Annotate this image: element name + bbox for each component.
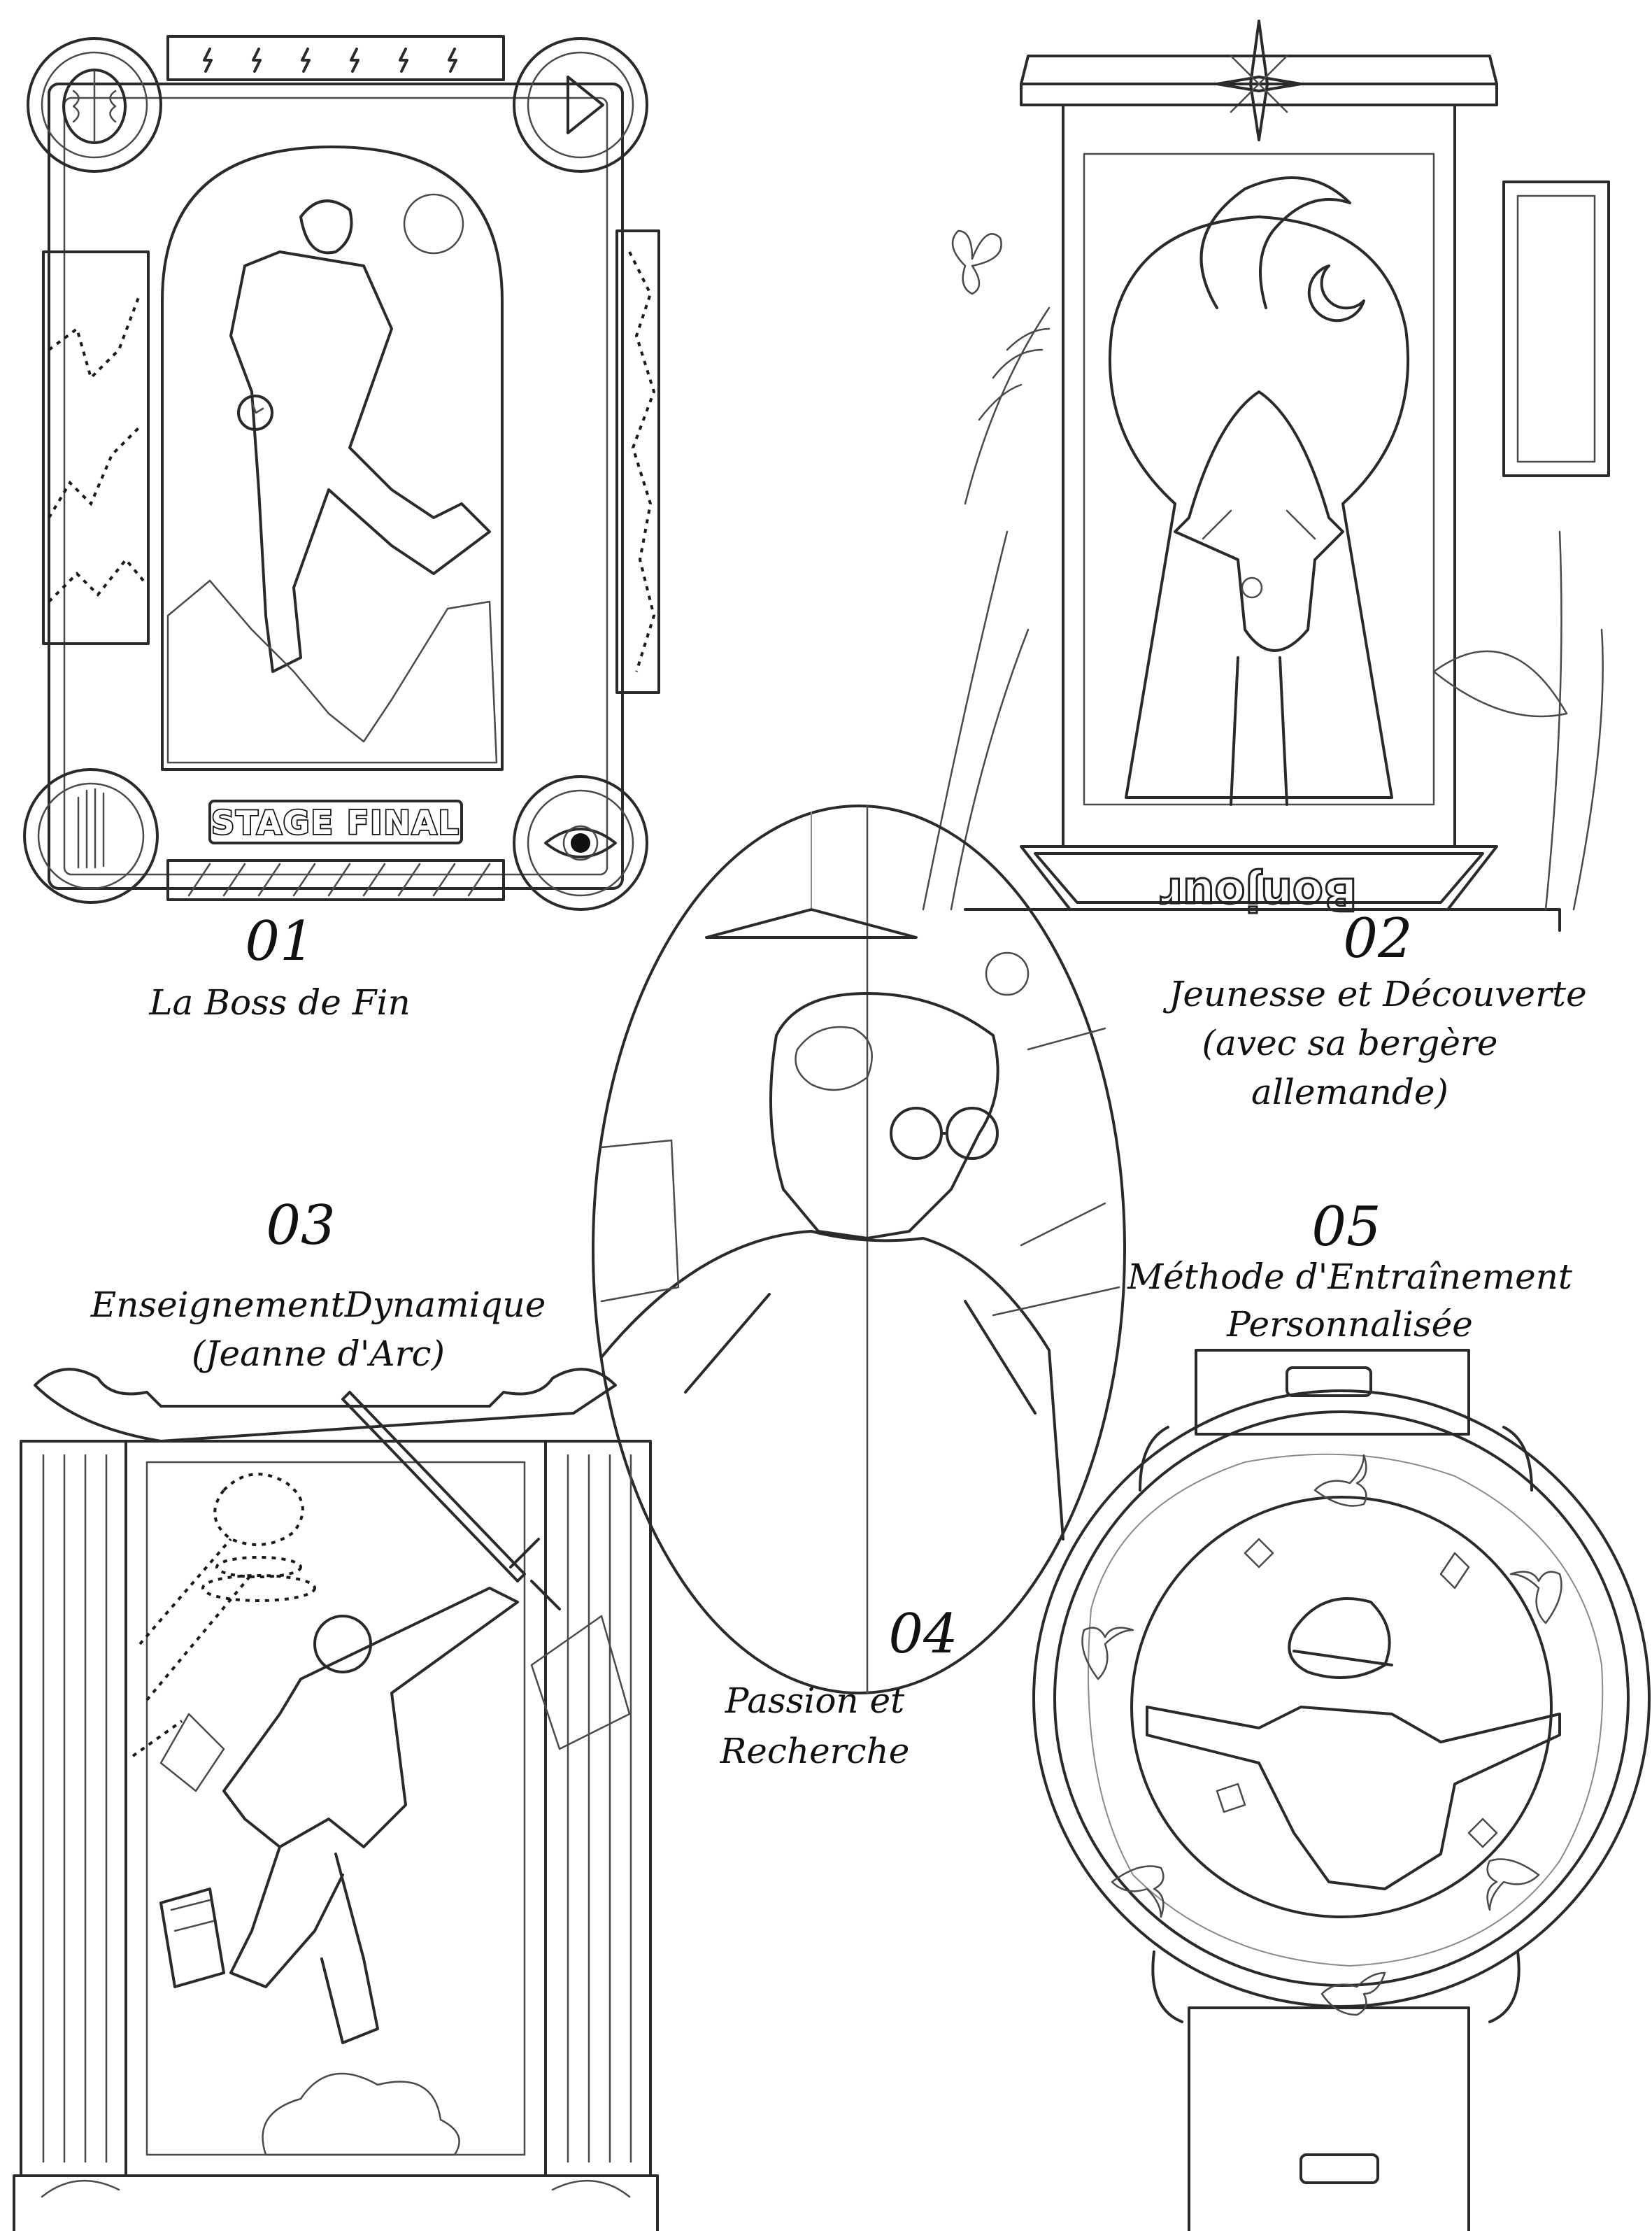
card-04-artwork xyxy=(593,806,1125,1693)
moon-icon xyxy=(1309,266,1364,320)
caption-title-01: La Boss de Fin xyxy=(149,982,411,1023)
caption-title-02-line1: Jeunesse et Découverte xyxy=(1169,974,1587,1014)
compass-star-icon xyxy=(1217,21,1301,140)
pendant-lamp-icon xyxy=(706,812,916,937)
brain-icon xyxy=(796,1027,872,1090)
caption-title-03-line2: (Jeanne d'Arc) xyxy=(191,1333,446,1374)
caption-title-02-line2: (avec sa bergère xyxy=(1202,1023,1498,1063)
caption-number-04: 04 xyxy=(888,1603,958,1666)
brain-icon xyxy=(203,1474,315,1601)
caption-title-04-line1: Passion et xyxy=(725,1680,905,1721)
jeanne-figure xyxy=(224,1588,518,2043)
play-icon[interactable] xyxy=(514,38,647,171)
caption-title-04-line2: Recherche xyxy=(720,1731,910,1771)
card-01-artwork xyxy=(24,36,659,909)
lightning-icon xyxy=(204,49,456,71)
caption-number-02: 02 xyxy=(1343,907,1413,970)
stage-final-badge: STAGE FINAL xyxy=(211,804,460,842)
card-02-artwork xyxy=(923,21,1609,930)
skeleton-hand-icon xyxy=(24,770,157,902)
caption-title-03-line1: EnseignementDynamique xyxy=(90,1284,546,1325)
card-03-artwork xyxy=(14,1369,657,2231)
caption-title-02-line3: allemande) xyxy=(1251,1072,1448,1112)
caption-title-05-line1: Méthode d'Entraînement xyxy=(1127,1256,1573,1297)
sun-icon xyxy=(986,953,1028,995)
caption-number-01: 01 xyxy=(245,910,315,973)
rabbit-icon xyxy=(1083,1455,1562,2015)
watch-icon xyxy=(1034,1350,1649,2231)
doormat-text: Bonjour xyxy=(1160,867,1358,919)
caption-title-05-line2: Personnalisée xyxy=(1227,1304,1473,1345)
caption-number-05: 05 xyxy=(1311,1196,1381,1259)
butterfly-icon xyxy=(953,231,1002,294)
boss-figure xyxy=(231,201,490,672)
caption-number-03: 03 xyxy=(266,1194,336,1257)
sword-icon[interactable] xyxy=(343,1392,560,1609)
book-icon xyxy=(161,1889,224,1987)
